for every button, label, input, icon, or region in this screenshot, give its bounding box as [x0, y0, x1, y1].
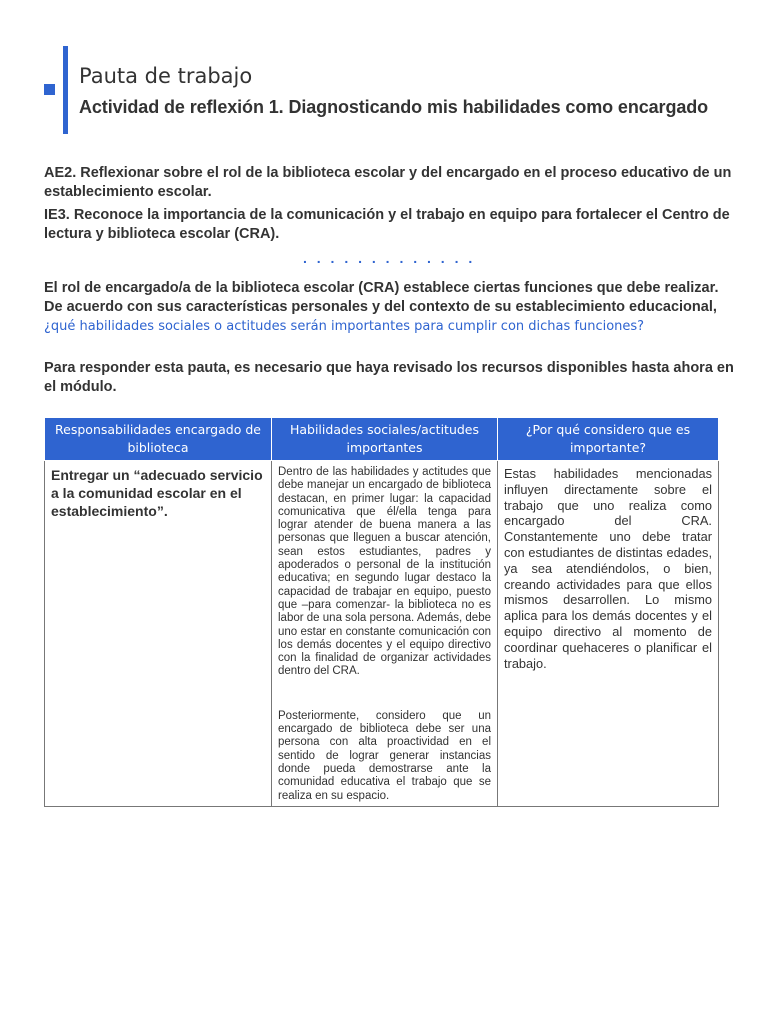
header-accent-bar: [63, 46, 68, 134]
objective-ae2: AE2. Reflexionar sobre el rol de la biblioteca escolar y del encargado en el proceso educativo de un establecimiento escolar.: [44, 165, 732, 200]
skills-paragraph-1: Dentro de las habilidades y actitudes que debe manejar un encargado de biblioteca destacan, en primer lugar: la capacidad comunicativa que él/ella tenga para lograr atender de buena manera a las personas que lleguen a buscar atención, sean estos estudiantes, padres y apoderados o personal de la institución educativa; en segundo lugar destaco la capacidad de trabajar en equipo, puesto que –para comenzar- la biblioteca no es labor de una sola persona. Además, debe uno estar en constante comunicación con los demás docentes y el equipo directivo con la finalidad de organizar actividades dentro del CRA.: [278, 466, 491, 678]
table-row: [45, 461, 719, 807]
header-reason: ¿Por qué considero que es importante?: [498, 418, 719, 461]
cell-reason: Estas habilidades mencionadas influyen directamente sobre el trabajo que uno realiza como encargado del CRA. Constantemente uno debe tratar con estudiantes de distintas edades, ya sea atendiéndolos, o bien, creando actividades para que ellos mismos desarrollen. Lo mismo aplica para los demás docentes y el equipo directivo al momento de coordinar quehaceres o planificar el trabajo.: [498, 461, 719, 807]
guiding-question: ¿qué habilidades sociales o actitudes serán importantes para cumplir con dichas funciones?: [44, 319, 645, 334]
page-title: Pauta de trabajo: [79, 64, 253, 88]
instruction-paragraph: Para responder esta pauta, es necesario que haya revisado los recursos disponibles hasta ahora en el módulo.: [44, 360, 734, 395]
dotted-separator: . . . . . . . . . . . . .: [303, 250, 476, 266]
header-responsibilities: Responsabilidades encargado de biblioteca: [45, 418, 272, 461]
indicator-ie3: IE3. Reconoce la importancia de la comunicación y el trabajo en equipo para fortalecer el Centro de lectura y biblioteca escolar (CRA).: [44, 207, 730, 242]
cell-skills: [272, 461, 498, 807]
work-table: [44, 417, 719, 807]
role-paragraph: [44, 279, 734, 336]
header-skills: Habilidades sociales/actitudes importantes: [272, 418, 498, 461]
cell-responsibility: Entregar un “adecuado servicio a la comunidad escolar en el establecimiento”.: [45, 461, 272, 807]
role-text: El rol de encargado/a de la biblioteca escolar (CRA) establece ciertas funciones que debe realizar. De acuerdo con sus características personales y del contexto de su establecimiento educacional,: [44, 280, 719, 315]
header-accent-square: [44, 84, 55, 95]
page-subtitle: Actividad de reflexión 1. Diagnosticando mis habilidades como encargado: [79, 97, 709, 117]
table-header-row: [45, 418, 719, 461]
skills-paragraph-2: Posteriormente, considero que un encargado de biblioteca debe ser una persona con alta proactividad en el sentido de lograr generar instancias donde pueda demostrarse ante la comunidad educativa el trabajo que se realiza en su espacio.: [278, 709, 491, 802]
